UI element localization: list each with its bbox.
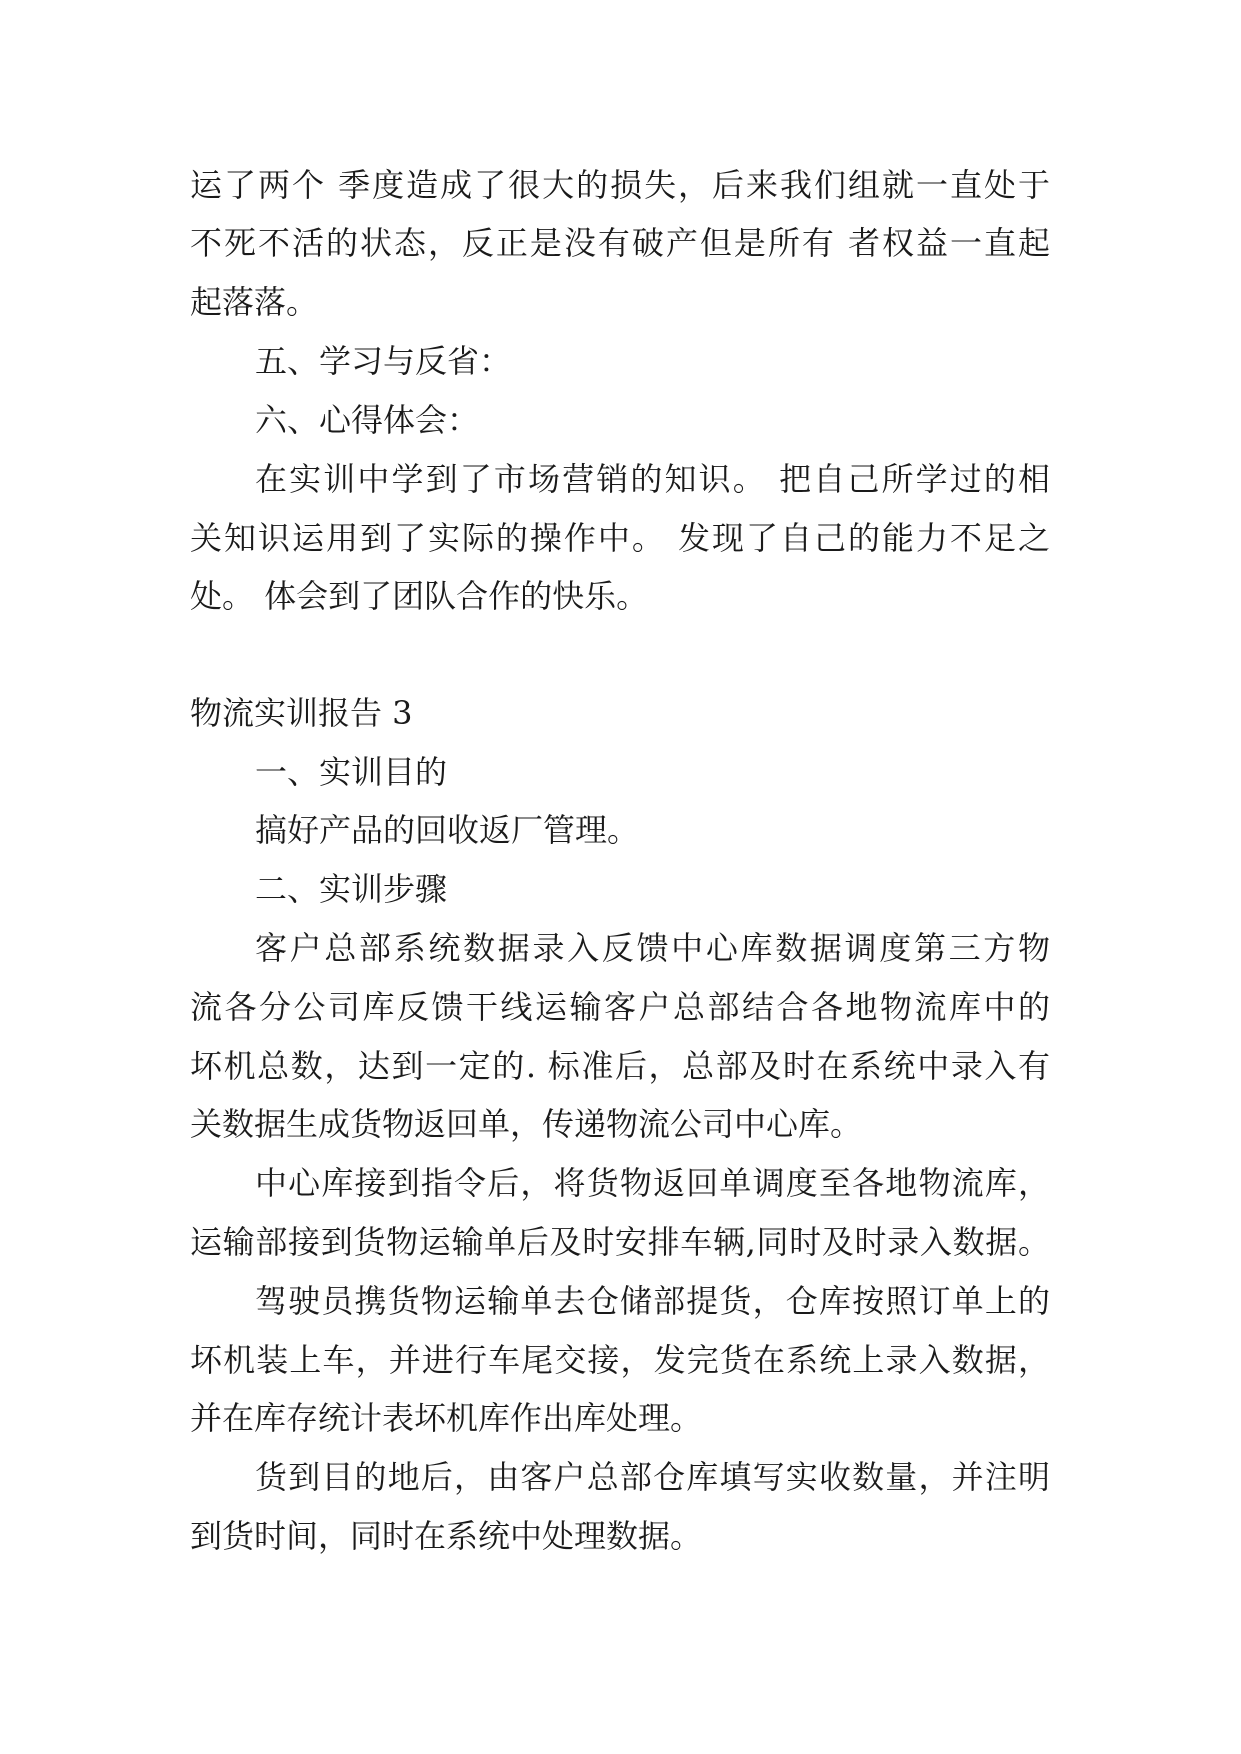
paragraph-line: 驾驶员携货物运输单去仓储部提货，仓库按照订单上的: [255, 1282, 1050, 1320]
paragraph-line: 运输部接到货物运输单后及时安排车辆,同时及时录入数据。: [190, 1223, 1050, 1261]
paragraph-line: 坏机总数，达到一定的. 标准后，总部及时在系统中录入有: [190, 1047, 1050, 1085]
paragraph-line: 不死不活的状态，反正是没有破产但是所有 者权益一直起: [190, 224, 1050, 262]
paragraph-line: 起落落。: [190, 283, 319, 321]
report-title: 物流实训报告 3: [190, 694, 413, 732]
paragraph-line: 在实训中学到了市场营销的知识。 把自己所学过的相: [255, 460, 1050, 498]
paragraph-line: 中心库接到指令后，将货物返回单调度至各地物流库，: [255, 1164, 1050, 1202]
paragraph-line: 到货时间，同时在系统中处理数据。: [190, 1517, 703, 1555]
paragraph-line: 并在库存统计表坏机库作出库处理。: [190, 1399, 703, 1437]
paragraph-line: 流各分公司库反馈干线运输客户总部结合各地物流库中的: [190, 988, 1050, 1026]
section-heading: 六、心得体会：: [255, 401, 480, 439]
section-heading: 一、实训目的: [255, 753, 448, 791]
section-heading: 二、实训步骤: [255, 870, 448, 908]
paragraph-line: 关知识运用到了实际的操作中。 发现了自己的能力不足之: [190, 519, 1050, 557]
paragraph-line: 货到目的地后，由客户总部仓库填写实收数量，并注明: [255, 1458, 1050, 1496]
paragraph-line: 处。 体会到了团队合作的快乐。: [190, 577, 649, 615]
paragraph-line: 客户总部系统数据录入反馈中心库数据调度第三方物: [255, 929, 1050, 967]
paragraph-line: 坏机装上车，并进行车尾交接，发完货在系统上录入数据，: [190, 1341, 1050, 1379]
paragraph-line: 运了两个 季度造成了很大的损失，后来我们组就一直处于: [190, 166, 1050, 204]
paragraph-line: 搞好产品的回收返厂管理。: [255, 811, 640, 849]
section-heading: 五、学习与反省：: [255, 342, 512, 380]
paragraph-line: 关数据生成货物返回单，传递物流公司中心库。: [190, 1105, 863, 1143]
